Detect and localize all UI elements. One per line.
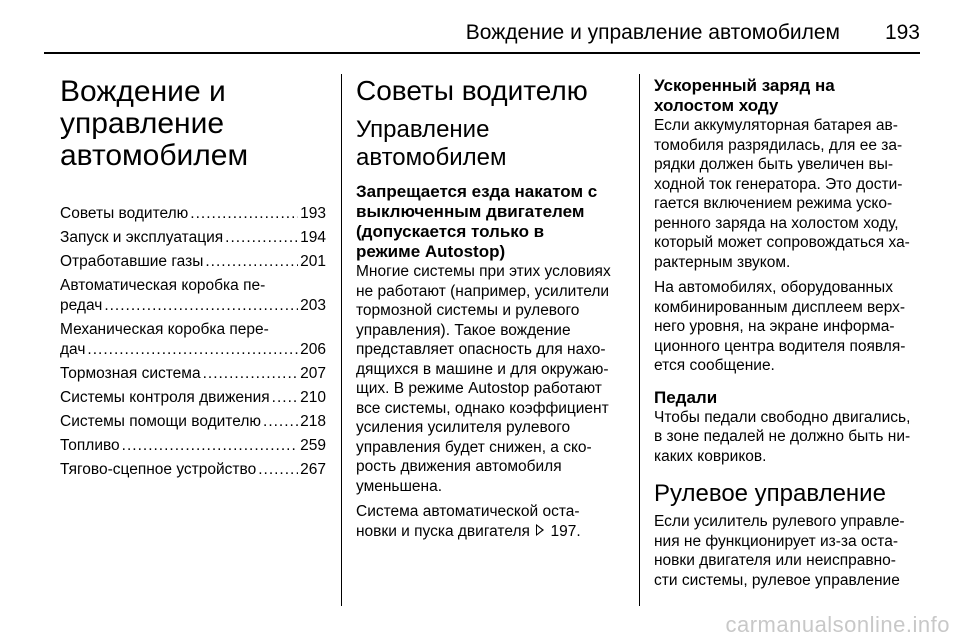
toc-entry-title: Системы помощи водителю	[60, 413, 262, 430]
heading-line: Ускоренный заряд на	[654, 76, 835, 95]
toc-leader-dots	[203, 364, 299, 384]
subsection-title-line: Управление	[356, 116, 490, 143]
text-line: представляет опасность для нахо-	[356, 341, 606, 358]
text-line: все системы, однако коэффициент	[356, 399, 609, 417]
toc-leader-dots	[87, 340, 298, 360]
chapter-title-line: автомобилем	[60, 139, 249, 172]
subsection-title-line: автомобилем	[356, 144, 507, 171]
text-line: в зоне педалей не должно быть ни-	[654, 428, 911, 445]
text-line: него уровня, на экране информа-	[654, 318, 895, 335]
text-line: рость движения автомобиля	[356, 458, 562, 475]
toc-entry-title: Отработавшие газы	[60, 253, 204, 270]
toc-entry-page: 259	[300, 437, 326, 454]
text-line: Система автоматической оста-	[356, 503, 580, 520]
toc-entry-page: 194	[300, 229, 326, 246]
paragraph	[356, 262, 624, 496]
pedals-heading: Педали	[654, 387, 718, 407]
text-line: усиления усилителя рулевого	[356, 419, 571, 436]
toc-entry[interactable]	[60, 320, 326, 360]
toc-entry[interactable]	[60, 436, 326, 456]
paragraph	[654, 408, 922, 467]
page-reference-link[interactable]: 197.	[550, 522, 581, 540]
section-title: Советы водителю	[356, 75, 588, 106]
toc-leader-dots	[263, 412, 298, 432]
toc-entry-title-line1: Автоматическая коробка пе-	[60, 277, 266, 294]
toc-entry-page: 210	[300, 389, 326, 406]
toc-leader-dots	[104, 296, 298, 316]
toc-entry-page: 193	[300, 205, 326, 222]
toc-entry[interactable]	[60, 252, 326, 272]
page-number: 193	[884, 21, 920, 44]
toc-leader-dots	[205, 252, 298, 272]
toc-column	[60, 64, 326, 484]
text-line: каких ковриков.	[654, 447, 767, 465]
chapter-title-line: Вождение и	[60, 75, 226, 108]
text-line: На автомобилях, оборудованных	[654, 279, 893, 296]
toc-entry[interactable]	[60, 228, 326, 248]
text-line: Чтобы педали свободно двигались,	[654, 408, 911, 426]
text-line: Если усилитель рулевого управле-	[654, 513, 905, 530]
text-line: ется сообщение.	[654, 357, 775, 374]
header-title: Вождение и управление автомобилем	[465, 21, 840, 44]
text-line: Если аккумуляторная батарея ав-	[654, 117, 898, 134]
text-line: рактерным звуком.	[654, 253, 791, 271]
toc-entry-page: 201	[300, 253, 326, 270]
subsection-title	[356, 116, 624, 172]
paragraph	[654, 116, 922, 272]
text-line: томобиля разрядилась, для ее за-	[654, 136, 903, 154]
toc-entry[interactable]	[60, 204, 326, 224]
paragraph	[356, 502, 624, 541]
chapter-title-line: управление	[60, 107, 225, 140]
text-line: управления). Такое вождение	[356, 321, 571, 339]
toc-leader-dots	[272, 388, 298, 408]
column-divider-right	[639, 74, 640, 606]
watermark: carmanualsonline.info	[725, 612, 950, 637]
text-line: тормозной системы и рулевого	[356, 302, 580, 319]
chapter-title	[60, 76, 326, 172]
text-line: ционного центра водителя появля-	[654, 337, 906, 355]
text-line: гается включением режима уско-	[654, 195, 893, 212]
heading-line: холостом ходу	[654, 96, 779, 115]
heading-line: режиме Autostop)	[356, 242, 506, 261]
text-line: ренного заряда на холостом ходу,	[654, 214, 899, 232]
column-divider-left	[341, 74, 342, 606]
paragraph	[654, 278, 922, 376]
toc-entry-page: 206	[300, 341, 326, 358]
toc-leader-dots	[225, 228, 298, 248]
header-rule	[44, 52, 920, 54]
toc-entry-page: 203	[300, 297, 326, 314]
page-header	[0, 0, 960, 52]
idle-charge-heading	[654, 76, 922, 116]
text-line: новки и пуска двигателя	[356, 522, 530, 540]
toc-entry[interactable]	[60, 276, 326, 316]
heading-line: Запрещается езда накатом с	[356, 182, 598, 201]
toc-entry-title: редач	[60, 297, 103, 314]
heading-line: выключенным двигателем	[356, 202, 585, 221]
toc-entry[interactable]	[60, 412, 326, 432]
toc-entry-page: 218	[300, 413, 326, 430]
text-line: рядки должен быть увеличен вы-	[654, 156, 894, 173]
toc-entry[interactable]	[60, 388, 326, 408]
toc-entry-title: Топливо	[60, 437, 120, 454]
text-line: новки двигателя или неисправно-	[654, 552, 896, 569]
toc-entry-title: Запуск и эксплуатация	[60, 229, 224, 246]
toc-entry[interactable]	[60, 364, 326, 384]
toc-leader-dots	[122, 436, 298, 456]
steering-heading: Рулевое управление	[654, 480, 886, 507]
toc-entry-title-line1: Механическая коробка пере-	[60, 321, 269, 338]
toc-entry-title: Системы контроля движения	[60, 389, 270, 406]
text-column-middle	[356, 64, 624, 547]
text-line: комбинированным дисплеем верх-	[654, 298, 906, 316]
heading-line: (допускается только в	[356, 222, 545, 241]
coasting-warning-heading	[356, 182, 624, 262]
table-of-contents	[60, 204, 326, 480]
text-line: который может сопровождаться ха-	[654, 234, 910, 251]
text-line: уменьшена.	[356, 477, 443, 495]
toc-entry-title: Тормозная система	[60, 365, 201, 382]
text-line: щих. В режиме Autostop работают	[356, 380, 602, 397]
text-column-right	[654, 64, 922, 596]
toc-entry-title: Советы водителю	[60, 205, 189, 222]
text-line: дящихся в машине и для окружаю-	[356, 360, 609, 378]
toc-leader-dots	[258, 460, 298, 480]
text-line: управления будет снижен, а ско-	[356, 438, 592, 456]
text-line: не работают (например, усилители	[356, 282, 610, 300]
text-line: ходной ток генератора. Это дости-	[654, 175, 903, 193]
toc-leader-dots	[190, 204, 298, 224]
toc-entry-page: 207	[300, 365, 326, 382]
reference-arrow-icon	[536, 524, 544, 536]
text-line: сти системы, рулевое управление	[654, 571, 900, 589]
toc-entry-title: Тягово-сцепное устройство	[60, 461, 257, 478]
toc-entry[interactable]	[60, 460, 326, 480]
paragraph	[654, 512, 922, 590]
toc-entry-page: 267	[300, 461, 326, 478]
text-line: Многие системы при этих условиях	[356, 263, 611, 280]
toc-entry-title: дач	[60, 341, 86, 358]
text-line: ния не функционирует из-за оста-	[654, 532, 899, 550]
